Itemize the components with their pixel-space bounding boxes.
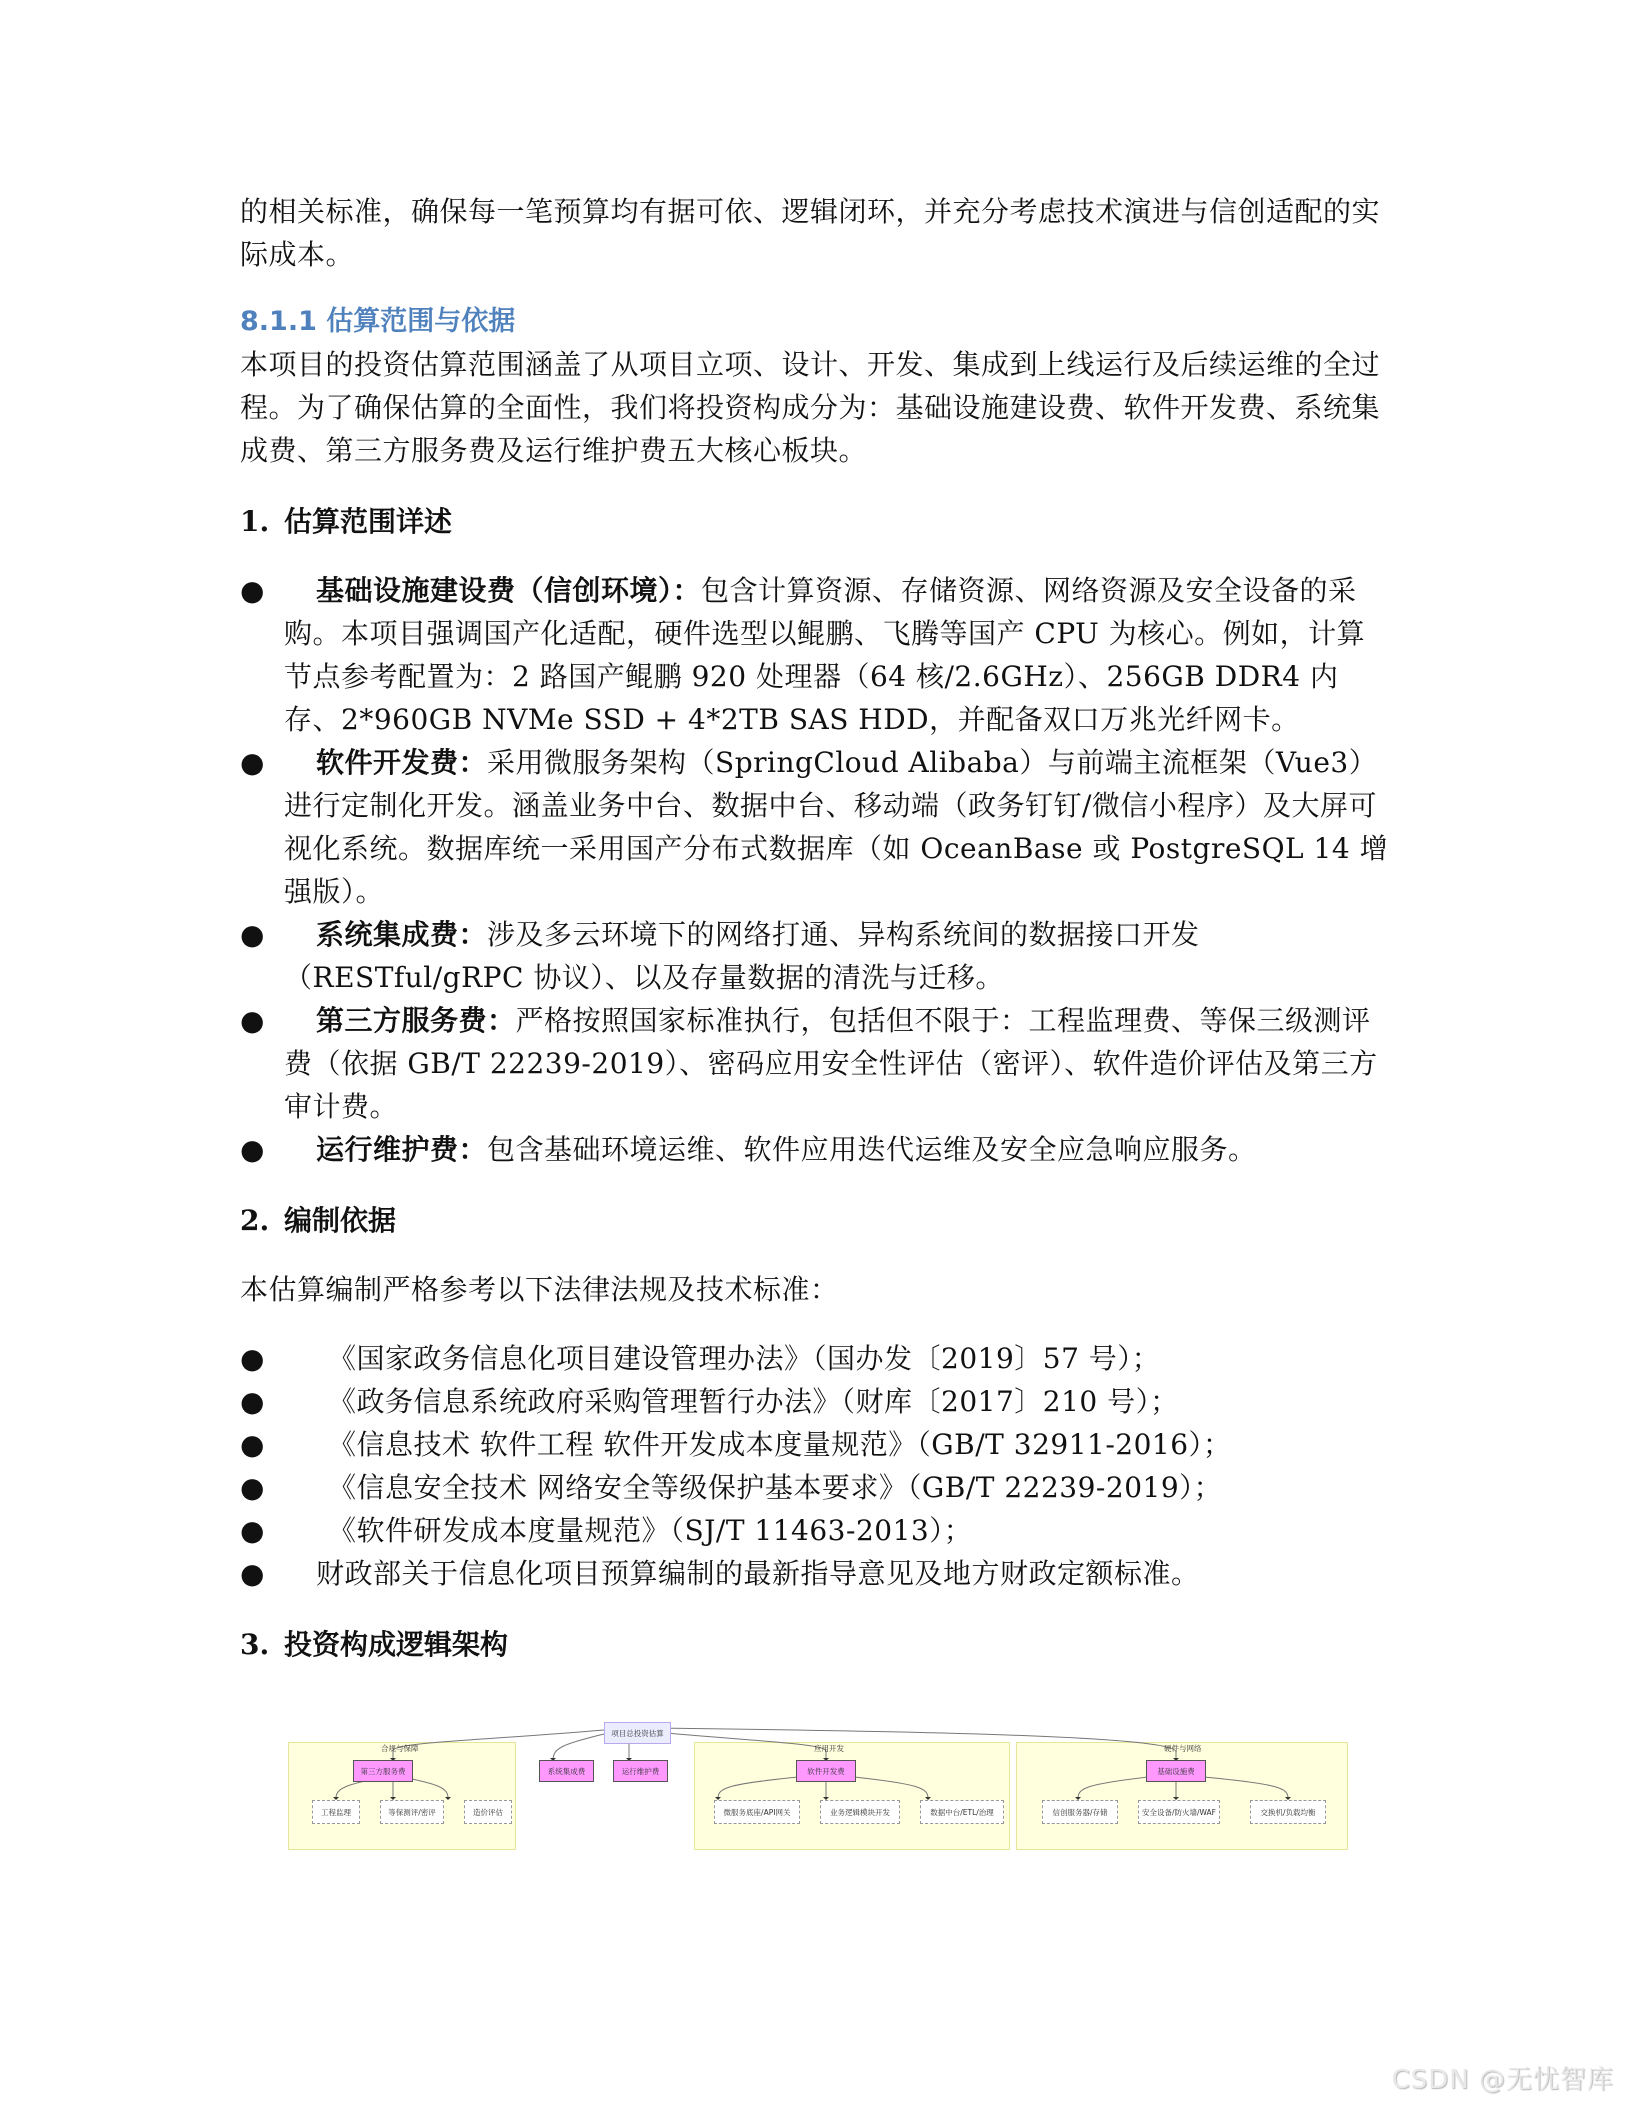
bullet-icon: ● [240,746,265,779]
fee-node-integration: 系统集成费 [539,1760,594,1782]
bullet-icon: ● [240,1471,265,1504]
cluster-label: 合规与保障 [381,1744,419,1753]
root-node: 项目总投资估算 [604,1722,671,1744]
subheading-number: 2. [240,1204,270,1237]
list-item [240,1423,1390,1466]
leaf-node: 工程监理 [312,1800,360,1824]
list-item [240,913,1390,999]
list-item [240,1509,1390,1552]
list-item [240,741,1390,913]
scope-list [240,569,1390,1171]
subheading-architecture [240,1623,1390,1666]
item-term: 软件开发费： [316,746,488,779]
bullet-icon: ● [240,1557,265,1590]
fee-node-infrastructure: 基础设施费 [1146,1760,1206,1782]
item-text: 包含计算资源、存储资源、网络资源及安全设备的采购。本项目强调国产化适配，硬件选型以鲲鹏、飞腾等国产 CPU 为核心。例如，计算节点参考配置为：2 路国产鲲鹏 920 处理器（64 核/2.6GHz）、256GB DDR4 内存、2*960GB NVMe SSD + 4*2TB SAS HDD，并配备双口万兆光纤网卡。 [284,574,1366,736]
bullet-icon: ● [240,1133,265,1166]
section-heading: 8.1.1 估算范围与依据 [240,306,516,337]
bullet-icon: ● [240,1004,265,1037]
list-item [240,1337,1390,1380]
subheading-title: 投资构成逻辑架构 [284,1628,509,1661]
leaf-node: 数据中台/ETL/治理 [920,1800,1004,1824]
cluster-label: 硬件与网络 [1164,1744,1202,1753]
diagram-connectors [288,1718,1348,1850]
bullet-icon: ● [240,1342,265,1375]
reference-text: 《信息技术 软件工程 软件开发成本度量规范》（GB/T 32911-2016）； [328,1428,1232,1461]
list-item [240,1552,1390,1595]
subheading-title: 估算范围详述 [284,505,453,538]
bullet-icon: ● [240,1385,265,1418]
bullet-icon: ● [240,1428,265,1461]
reference-text: 《信息安全技术 网络安全等级保护基本要求》（GB/T 22239-2019）； [328,1471,1223,1504]
item-text: 涉及多云环境下的网络打通、异构系统间的数据接口开发（RESTful/gRPC 协议）、以及存量数据的清洗与迁移。 [284,918,1200,994]
fee-node-software: 软件开发费 [796,1760,856,1782]
basis-intro: 本估算编制严格参考以下法律法规及技术标准： [240,1273,839,1306]
subheading-number: 1. [240,505,270,538]
subheading-basis [240,1199,1390,1242]
bullet-icon: ● [240,574,265,607]
leaf-node: 业务逻辑模块开发 [820,1800,900,1824]
subheading-scope [240,500,1390,543]
leaf-node: 安全设备/防火墙/WAF [1138,1800,1220,1824]
fee-node-third-party: 第三方服务费 [353,1760,413,1782]
subheading-title: 编制依据 [284,1204,397,1237]
list-item [240,999,1390,1128]
item-text: 严格按照国家标准执行，包括但不限于：工程监理费、等保三级测评费（依据 GB/T 22239-2019）、密码应用安全性评估（密评）、软件造价评估及第三方审计费。 [284,1004,1378,1123]
item-term: 运行维护费： [316,1133,488,1166]
leaf-node: 信创服务器/存储 [1042,1800,1118,1824]
reference-text: 《软件研发成本度量规范》（SJ/T 11463-2013）； [328,1514,973,1547]
item-text: 采用微服务架构（SpringCloud Alibaba）与前端主流框架（Vue3）进行定制化开发。涵盖业务中台、数据中台、移动端（政务钉钉/微信小程序）及大屏可视化系统。数据库统一采用国产分布式数据库（如 OceanBase 或 PostgreSQL 14 增强版）。 [284,746,1389,908]
fee-node-operations: 运行维护费 [613,1760,668,1782]
investment-architecture-diagram [288,1718,1348,1850]
item-term: 第三方服务费： [316,1004,516,1037]
list-item [240,1466,1390,1509]
watermark: CSDN @无忧智库 [1391,2065,1614,2095]
bullet-icon: ● [240,918,265,951]
cluster-label: 应用开发 [814,1744,844,1753]
reference-list [240,1337,1390,1595]
bullet-icon: ● [240,1514,265,1547]
subheading-number: 3. [240,1628,270,1661]
list-item [240,1380,1390,1423]
leaf-node: 交换机/负载均衡 [1250,1800,1326,1824]
reference-text: 《国家政务信息化项目建设管理办法》（国办发〔2019〕57 号）； [328,1342,1161,1375]
leaf-node: 微服务底座/API网关 [714,1800,800,1824]
item-text: 包含基础环境运维、软件应用迭代运维及安全应急响应服务。 [487,1133,1257,1166]
item-term: 基础设施建设费（信创环境）： [316,574,702,607]
intro-continuation: 的相关标准，确保每一笔预算均有据可依、逻辑闭环，并充分考虑技术演进与信创适配的实际成本。 [240,195,1381,271]
list-item [240,1128,1390,1171]
reference-text: 《政务信息系统政府采购管理暂行办法》（财库〔2017〕210 号）； [328,1385,1179,1418]
list-item [240,569,1390,741]
reference-text: 财政部关于信息化项目预算编制的最新指导意见及地方财政定额标准。 [316,1557,1200,1590]
item-term: 系统集成费： [316,918,488,951]
leaf-node: 造价评估 [464,1800,512,1824]
section-intro: 本项目的投资估算范围涵盖了从项目立项、设计、开发、集成到上线运行及后续运维的全过程。为了确保估算的全面性，我们将投资构成分为：基础设施建设费、软件开发费、系统集成费、第三方服务费及运行维护费五大核心板块。 [240,348,1381,467]
document-page [240,190,1390,1692]
leaf-node: 等保测评/密评 [380,1800,444,1824]
